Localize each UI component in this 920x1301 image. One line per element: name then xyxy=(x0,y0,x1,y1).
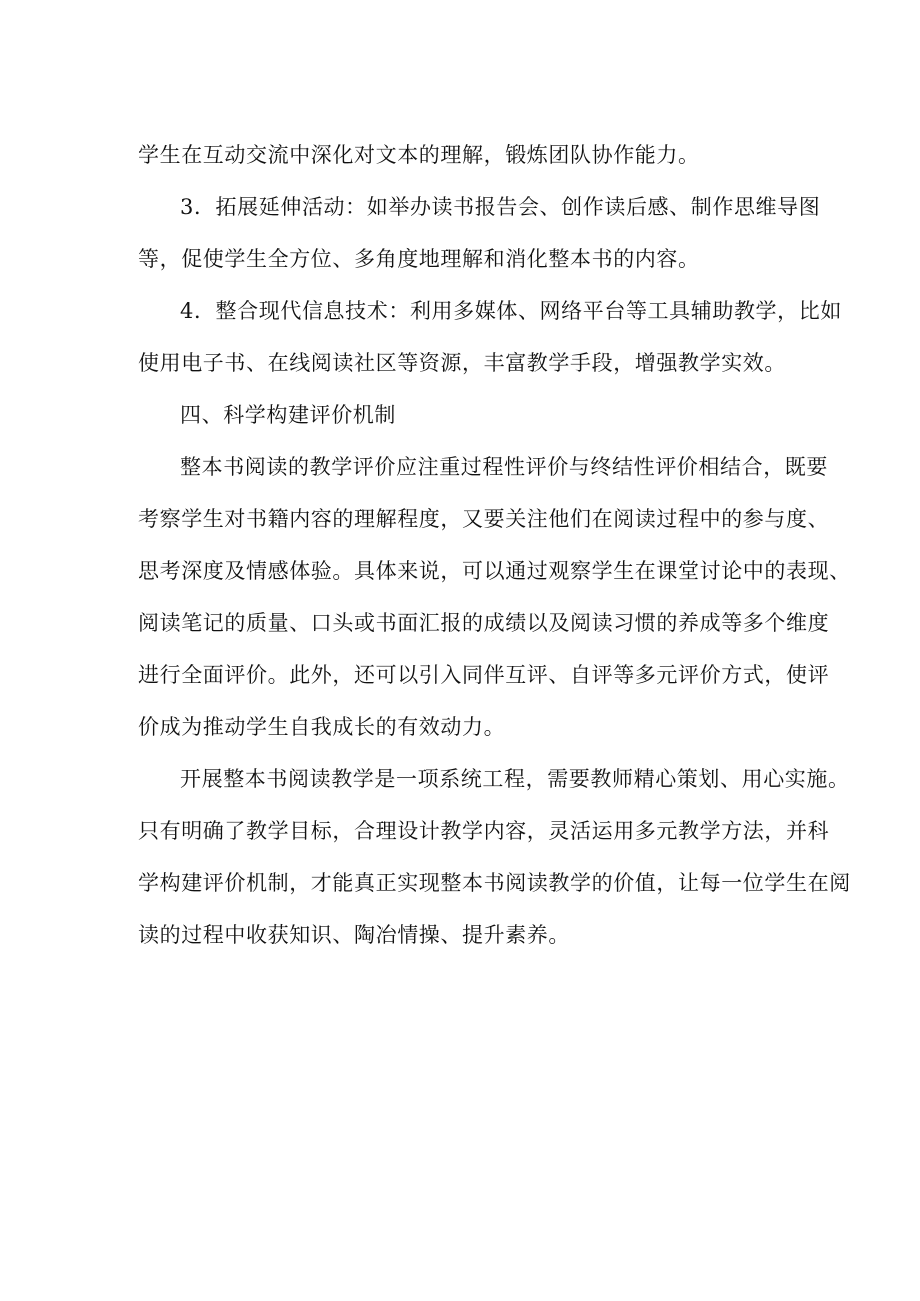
text-line: 等，促使学生全方位、多角度地理解和消化整本书的内容。 xyxy=(138,247,700,271)
paragraph-line: 读的过程中收获知识、陶冶情操、提升素养。 xyxy=(138,923,570,947)
section-heading: 四、科学构建评价机制 xyxy=(180,403,396,427)
paragraph-line: 阅读笔记的质量、口头或书面汇报的成绩以及阅读习惯的养成等多个维度 xyxy=(138,611,830,635)
paragraph-line: 思考深度及情感体验。具体来说，可以通过观察学生在课堂讨论中的表现、 xyxy=(138,559,851,583)
paragraph-line: 进行全面评价。此外，还可以引入同伴互评、自评等多元评价方式，使评 xyxy=(138,663,830,687)
list-item-4-text: 4．整合现代信息技术：利用多媒体、网络平台等工具辅助教学，比如 xyxy=(180,299,842,323)
paragraph-line: 开展整本书阅读教学是一项系统工程，需要教师精心策划、用心实施。 xyxy=(180,767,850,791)
paragraph-line: 价成为推动学生自我成长的有效动力。 xyxy=(138,715,506,739)
text-line: 使用电子书、在线阅读社区等资源，丰富教学手段，增强教学实效。 xyxy=(138,351,786,375)
paragraph-line: 考察学生对书籍内容的理解程度，又要关注他们在阅读过程中的参与度、 xyxy=(138,507,830,531)
list-item-3-text: 3．拓展延伸活动：如举办读书报告会、创作读后感、制作思维导图 xyxy=(180,195,821,219)
paragraph-line: 学构建评价机制，才能真正实现整本书阅读教学的价值，让每一位学生在阅 xyxy=(138,871,851,895)
paragraph-line: 只有明确了教学目标，合理设计教学内容，灵活运用多元教学方法，并科 xyxy=(138,819,830,843)
paragraph-line: 整本书阅读的教学评价应注重过程性评价与终结性评价相结合，既要 xyxy=(180,455,828,479)
text-line: 学生在互动交流中深化对文本的理解，锻炼团队协作能力。 xyxy=(138,143,700,167)
